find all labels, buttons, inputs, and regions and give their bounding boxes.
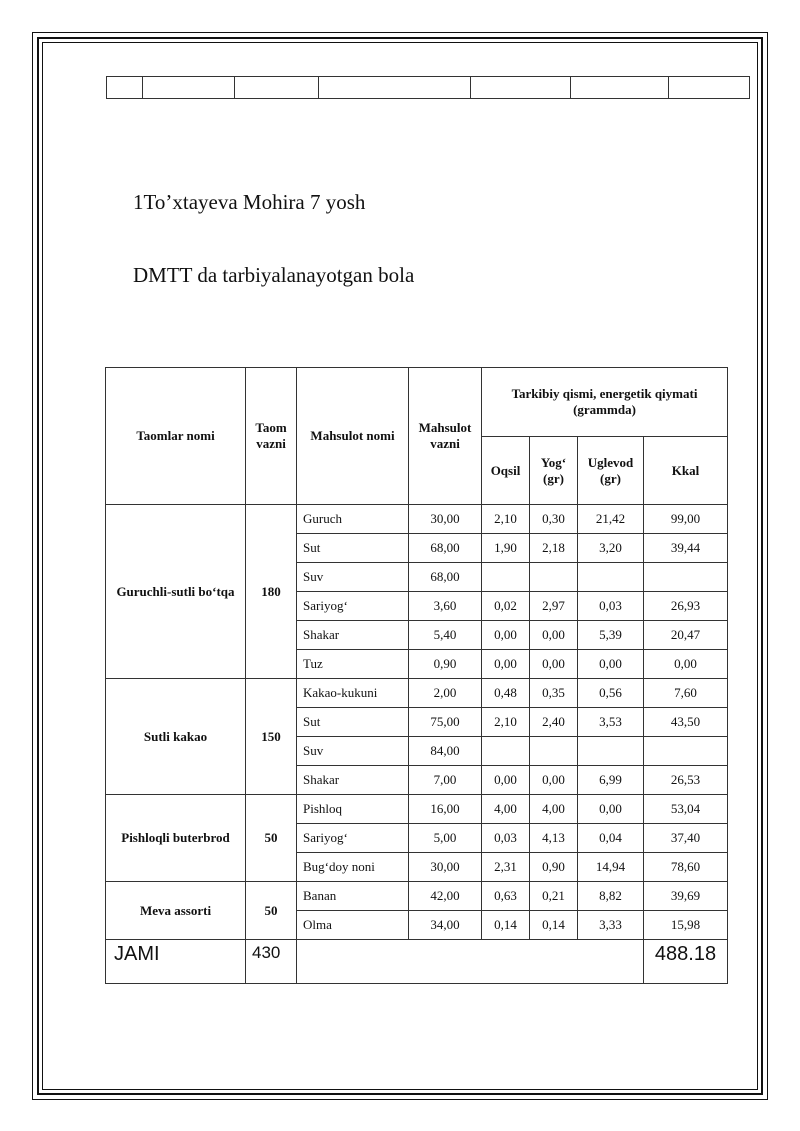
fat-value: 2,40 xyxy=(530,708,578,737)
carbs-value: 0,03 xyxy=(578,592,644,621)
kcal-value: 39,69 xyxy=(644,882,728,911)
total-label: JAMI xyxy=(106,940,246,984)
kcal-value xyxy=(644,737,728,766)
product-weight: 7,00 xyxy=(409,766,482,795)
empty-cell xyxy=(319,77,471,98)
product-weight: 68,00 xyxy=(409,563,482,592)
header-product-weight: Mahsulot vazni xyxy=(409,368,482,505)
protein-value: 2,31 xyxy=(482,853,530,882)
carbs-value: 14,94 xyxy=(578,853,644,882)
header-fat: Yog‘ (gr) xyxy=(530,437,578,505)
kcal-value: 53,04 xyxy=(644,795,728,824)
protein-value: 0,48 xyxy=(482,679,530,708)
product-name: Suv xyxy=(297,563,409,592)
product-weight: 5,40 xyxy=(409,621,482,650)
protein-value: 0,63 xyxy=(482,882,530,911)
total-weight: 430 xyxy=(246,940,297,984)
empty-cell xyxy=(107,77,143,98)
meal-weight: 50 xyxy=(246,882,297,940)
product-name: Sut xyxy=(297,534,409,563)
empty-cell xyxy=(235,77,320,98)
carbs-value: 21,42 xyxy=(578,505,644,534)
table-row xyxy=(106,795,728,824)
product-name: Sut xyxy=(297,708,409,737)
fat-value: 0,21 xyxy=(530,882,578,911)
protein-value: 0,03 xyxy=(482,824,530,853)
child-name-line: 1To’xtayeva Mohira 7 yosh xyxy=(133,190,366,214)
product-name: Sariyog‘ xyxy=(297,824,409,853)
meal-weight: 50 xyxy=(246,795,297,882)
carbs-value: 6,99 xyxy=(578,766,644,795)
kcal-value: 0,00 xyxy=(644,650,728,679)
carbs-value: 8,82 xyxy=(578,882,644,911)
kcal-value: 37,40 xyxy=(644,824,728,853)
carbs-value: 5,39 xyxy=(578,621,644,650)
fat-value xyxy=(530,563,578,592)
header-meal-name: Taomlar nomi xyxy=(106,368,246,505)
fat-value xyxy=(530,737,578,766)
meal-name: Sutli kakao xyxy=(106,679,246,795)
meal-name: Guruchli-sutli bo‘tqa xyxy=(106,505,246,679)
fat-value: 4,13 xyxy=(530,824,578,853)
carbs-value xyxy=(578,563,644,592)
product-weight: 84,00 xyxy=(409,737,482,766)
table-row xyxy=(106,505,728,534)
empty-header-row xyxy=(106,76,750,99)
total-spacer xyxy=(297,940,644,984)
meal-weight: 150 xyxy=(246,679,297,795)
product-weight: 75,00 xyxy=(409,708,482,737)
kcal-value: 26,53 xyxy=(644,766,728,795)
product-name: Banan xyxy=(297,882,409,911)
empty-cell xyxy=(471,77,571,98)
product-weight: 42,00 xyxy=(409,882,482,911)
meal-name: Pishloqli buterbrod xyxy=(106,795,246,882)
kcal-value xyxy=(644,563,728,592)
product-name: Bug‘doy noni xyxy=(297,853,409,882)
carbs-value: 0,00 xyxy=(578,795,644,824)
product-name: Pishloq xyxy=(297,795,409,824)
product-weight: 5,00 xyxy=(409,824,482,853)
fat-value: 4,00 xyxy=(530,795,578,824)
kcal-value: 20,47 xyxy=(644,621,728,650)
carbs-value: 3,20 xyxy=(578,534,644,563)
protein-value: 2,10 xyxy=(482,505,530,534)
empty-cell xyxy=(669,77,749,98)
product-name: Suv xyxy=(297,737,409,766)
table-body xyxy=(106,505,728,984)
protein-value: 1,90 xyxy=(482,534,530,563)
subtitle-line: DMTT da tarbiyalanayotgan bola xyxy=(133,263,415,287)
fat-value: 0,35 xyxy=(530,679,578,708)
carbs-value: 0,00 xyxy=(578,650,644,679)
fat-value: 2,18 xyxy=(530,534,578,563)
meal-weight: 180 xyxy=(246,505,297,679)
product-name: Kakao-kukuni xyxy=(297,679,409,708)
product-name: Shakar xyxy=(297,766,409,795)
nutrition-table xyxy=(105,367,728,984)
kcal-value: 15,98 xyxy=(644,911,728,940)
kcal-value: 26,93 xyxy=(644,592,728,621)
fat-value: 0,90 xyxy=(530,853,578,882)
kcal-value: 78,60 xyxy=(644,853,728,882)
kcal-value: 99,00 xyxy=(644,505,728,534)
product-name: Sariyog‘ xyxy=(297,592,409,621)
carbs-value: 3,53 xyxy=(578,708,644,737)
empty-cell xyxy=(143,77,235,98)
header-protein: Oqsil xyxy=(482,437,530,505)
total-kcal: 488.18 xyxy=(644,940,728,984)
protein-value: 0,00 xyxy=(482,650,530,679)
protein-value xyxy=(482,563,530,592)
kcal-value: 39,44 xyxy=(644,534,728,563)
fat-value: 0,30 xyxy=(530,505,578,534)
carbs-value: 3,33 xyxy=(578,911,644,940)
empty-cell xyxy=(571,77,670,98)
protein-value: 4,00 xyxy=(482,795,530,824)
table-row xyxy=(106,679,728,708)
header-carbs: Uglevod (gr) xyxy=(578,437,644,505)
meal-name: Meva assorti xyxy=(106,882,246,940)
total-row xyxy=(106,940,728,984)
fat-value: 0,14 xyxy=(530,911,578,940)
kcal-value: 7,60 xyxy=(644,679,728,708)
fat-value: 0,00 xyxy=(530,650,578,679)
product-name: Tuz xyxy=(297,650,409,679)
fat-value: 0,00 xyxy=(530,621,578,650)
product-name: Shakar xyxy=(297,621,409,650)
fat-value: 0,00 xyxy=(530,766,578,795)
product-weight: 30,00 xyxy=(409,505,482,534)
product-weight: 16,00 xyxy=(409,795,482,824)
carbs-value xyxy=(578,737,644,766)
table-row xyxy=(106,882,728,911)
protein-value: 0,02 xyxy=(482,592,530,621)
product-name: Olma xyxy=(297,911,409,940)
fat-value: 2,97 xyxy=(530,592,578,621)
product-weight: 34,00 xyxy=(409,911,482,940)
product-weight: 2,00 xyxy=(409,679,482,708)
carbs-value: 0,56 xyxy=(578,679,644,708)
protein-value xyxy=(482,737,530,766)
product-weight: 3,60 xyxy=(409,592,482,621)
header-product-name: Mahsulot nomi xyxy=(297,368,409,505)
product-weight: 68,00 xyxy=(409,534,482,563)
header-kcal: Kkal xyxy=(644,437,728,505)
header-composition: Tarkibiy qismi, energetik qiymati (grammda) xyxy=(482,368,728,437)
kcal-value: 43,50 xyxy=(644,708,728,737)
product-name: Guruch xyxy=(297,505,409,534)
protein-value: 0,00 xyxy=(482,766,530,795)
carbs-value: 0,04 xyxy=(578,824,644,853)
protein-value: 0,00 xyxy=(482,621,530,650)
product-weight: 0,90 xyxy=(409,650,482,679)
protein-value: 0,14 xyxy=(482,911,530,940)
protein-value: 2,10 xyxy=(482,708,530,737)
product-weight: 30,00 xyxy=(409,853,482,882)
header-meal-weight: Taom vazni xyxy=(246,368,297,505)
